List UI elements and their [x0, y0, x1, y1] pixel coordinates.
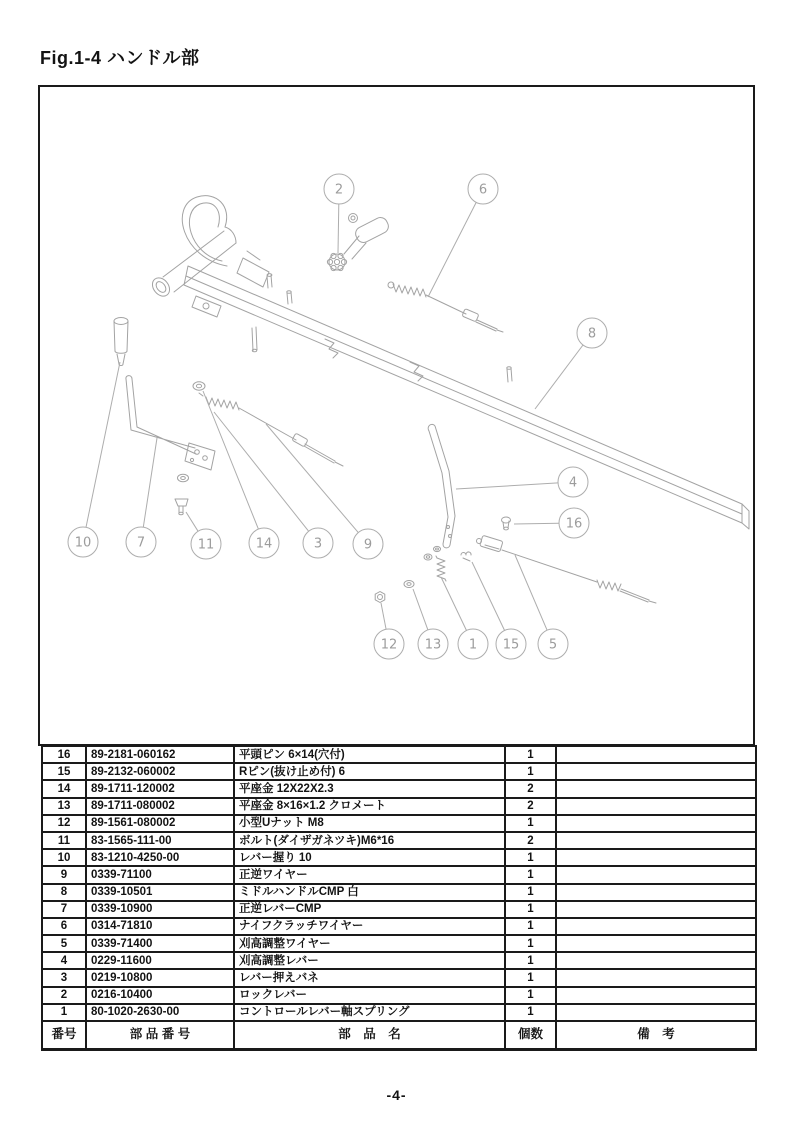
knife-clutch-wire [388, 282, 503, 332]
cell-part-name: 正逆レバーCMP [234, 901, 505, 918]
flat-head-pin [502, 517, 511, 530]
cell-no: 3 [42, 969, 86, 986]
cell-part-name: ナイフクラッチワイヤー [234, 918, 505, 935]
cell-part-name: コントロールレバー軸スプリング [234, 1004, 505, 1021]
cell-remarks [556, 780, 756, 797]
callout-leader-15 [472, 562, 505, 631]
callout-label-7: 7 [136, 535, 146, 551]
cell-part-name: 刈高調整ワイヤー [234, 935, 505, 952]
cell-part-number: 89-1711-120002 [86, 780, 234, 797]
page-title: Fig.1-4 ハンドル部 [40, 48, 200, 68]
cell-remarks [556, 866, 756, 883]
cell-part-number: 0339-10501 [86, 884, 234, 901]
cell-no: 4 [42, 952, 86, 969]
cell-part-name: ロックレバー [234, 987, 505, 1004]
callout-label-9: 9 [363, 537, 373, 553]
table-row [42, 832, 756, 849]
cell-remarks [556, 798, 756, 815]
cell-part-name: 正逆ワイヤー [234, 866, 505, 883]
cell-qty: 1 [505, 987, 556, 1004]
height-adjust-lever [428, 424, 455, 548]
cell-no: 5 [42, 935, 86, 952]
callout-label-8: 8 [587, 326, 597, 342]
callout-label-6: 6 [478, 182, 488, 198]
cell-qty: 1 [505, 935, 556, 952]
left-fasteners [175, 382, 205, 515]
cell-remarks [556, 884, 756, 901]
cell-remarks [556, 918, 756, 935]
table-row [42, 1004, 756, 1021]
callout-leader-16 [514, 523, 559, 524]
callout-leader-9 [266, 424, 358, 533]
callout-leader-7 [143, 438, 157, 527]
cell-qty: 1 [505, 763, 556, 780]
cell-part-name: 平座金 12X22X2.3 [234, 780, 505, 797]
cell-qty: 1 [505, 952, 556, 969]
cell-qty: 2 [505, 780, 556, 797]
cell-no: 12 [42, 815, 86, 832]
header-part-number: 部 品 番 号 [86, 1021, 234, 1050]
table-row [42, 935, 756, 952]
cell-no: 6 [42, 918, 86, 935]
table-row [42, 815, 756, 832]
table-header-row [42, 1021, 756, 1050]
cell-no: 1 [42, 1004, 86, 1021]
cell-remarks [556, 849, 756, 866]
table-row [42, 866, 756, 883]
cell-part-name: 小型Uナット M8 [234, 815, 505, 832]
cell-qty: 1 [505, 1004, 556, 1021]
cell-part-number: 0339-71400 [86, 935, 234, 952]
callout-layer [68, 174, 607, 659]
callout-label-11: 11 [197, 537, 215, 553]
cell-part-number: 89-1711-080002 [86, 798, 234, 815]
callout-label-1: 1 [468, 637, 478, 653]
cell-remarks [556, 832, 756, 849]
cell-remarks [556, 746, 756, 763]
callout-leader-4 [456, 483, 558, 489]
cell-part-name: ミドルハンドルCMP 白 [234, 884, 505, 901]
cell-qty: 1 [505, 918, 556, 935]
cell-part-number: 80-1020-2630-00 [86, 1004, 234, 1021]
cell-remarks [556, 952, 756, 969]
callout-leader-13 [413, 589, 428, 630]
cell-part-name: Rピン(抜け止め付) 6 [234, 763, 505, 780]
callout-label-3: 3 [313, 536, 323, 552]
height-adjust-wire [461, 535, 656, 603]
cell-no: 9 [42, 866, 86, 883]
loop-handle [149, 196, 269, 317]
lock-lever [327, 214, 390, 271]
cell-part-name: レバー握り 10 [234, 849, 505, 866]
callout-leader-5 [515, 555, 547, 630]
cell-part-number: 0314-71810 [86, 918, 234, 935]
cell-remarks [556, 935, 756, 952]
callout-label-14: 14 [255, 536, 273, 552]
callout-leader-6 [428, 202, 476, 297]
cell-part-name: 平頭ピン 6×14(穴付) [234, 746, 505, 763]
cell-part-number: 0216-10400 [86, 987, 234, 1004]
cell-part-number: 83-1210-4250-00 [86, 849, 234, 866]
callout-leader-2 [338, 204, 339, 253]
header-qty: 個数 [505, 1021, 556, 1050]
table-row [42, 987, 756, 1004]
cell-no: 16 [42, 746, 86, 763]
header-remarks: 備 考 [556, 1021, 756, 1050]
callout-label-5: 5 [548, 637, 558, 653]
cell-part-number: 89-2181-060162 [86, 746, 234, 763]
cell-no: 2 [42, 987, 86, 1004]
callout-leader-3 [214, 412, 309, 531]
cell-part-number: 0229-11600 [86, 952, 234, 969]
cell-no: 7 [42, 901, 86, 918]
cell-qty: 1 [505, 849, 556, 866]
header-part-name: 部 品 名 [234, 1021, 505, 1050]
table-row [42, 952, 756, 969]
cell-remarks [556, 763, 756, 780]
callout-leader-12 [381, 603, 386, 629]
table-row [42, 780, 756, 797]
cell-part-name: ボルト(ダイザガネツキ)M6*16 [234, 832, 505, 849]
table-row [42, 798, 756, 815]
cell-qty: 1 [505, 815, 556, 832]
callout-leader-14 [203, 391, 258, 529]
cell-remarks [556, 901, 756, 918]
cell-qty: 1 [505, 969, 556, 986]
table-row [42, 918, 756, 935]
cell-remarks [556, 969, 756, 986]
cell-qty: 1 [505, 901, 556, 918]
callout-label-13: 13 [424, 637, 442, 653]
cell-no: 8 [42, 884, 86, 901]
callout-leader-8 [535, 345, 583, 409]
cell-qty: 1 [505, 746, 556, 763]
cell-part-number: 0339-10900 [86, 901, 234, 918]
callout-leader-1 [441, 577, 467, 631]
cell-no: 14 [42, 780, 86, 797]
parts-table [41, 745, 757, 1051]
table-row [42, 763, 756, 780]
callout-leader-10 [86, 362, 120, 527]
callout-label-16: 16 [565, 516, 583, 532]
cell-remarks [556, 987, 756, 1004]
cell-no: 10 [42, 849, 86, 866]
cell-no: 13 [42, 798, 86, 815]
table-row [42, 746, 756, 763]
cell-part-number: 0219-10800 [86, 969, 234, 986]
cell-part-number: 0339-71100 [86, 866, 234, 883]
table-row [42, 849, 756, 866]
cell-part-number: 89-2132-060002 [86, 763, 234, 780]
cell-part-name: 刈高調整レバー [234, 952, 505, 969]
table-row [42, 901, 756, 918]
cell-no: 15 [42, 763, 86, 780]
cell-qty: 1 [505, 866, 556, 883]
page-number: -4- [386, 1087, 407, 1103]
cell-part-name: 平座金 8×16×1.2 クロメート [234, 798, 505, 815]
cell-qty: 2 [505, 832, 556, 849]
cell-remarks [556, 1004, 756, 1021]
callout-label-15: 15 [502, 637, 520, 653]
exploded-view-diagram [38, 85, 755, 745]
callout-label-2: 2 [334, 182, 344, 198]
cell-no: 11 [42, 832, 86, 849]
shaft-spring-and-fasteners [375, 546, 446, 602]
table-row [42, 884, 756, 901]
callout-leader-11 [186, 512, 198, 531]
cell-remarks [556, 815, 756, 832]
cell-part-number: 89-1561-080002 [86, 815, 234, 832]
cell-part-name: レバー押えバネ [234, 969, 505, 986]
callout-label-12: 12 [380, 637, 398, 653]
callout-label-10: 10 [74, 535, 92, 551]
table-row [42, 969, 756, 986]
header-no: 番号 [42, 1021, 86, 1050]
parts-table-body [42, 746, 756, 1021]
cell-qty: 1 [505, 884, 556, 901]
cell-part-number: 83-1565-111-00 [86, 832, 234, 849]
cell-qty: 2 [505, 798, 556, 815]
callout-label-4: 4 [568, 475, 578, 491]
main-handle-bar [184, 266, 749, 529]
